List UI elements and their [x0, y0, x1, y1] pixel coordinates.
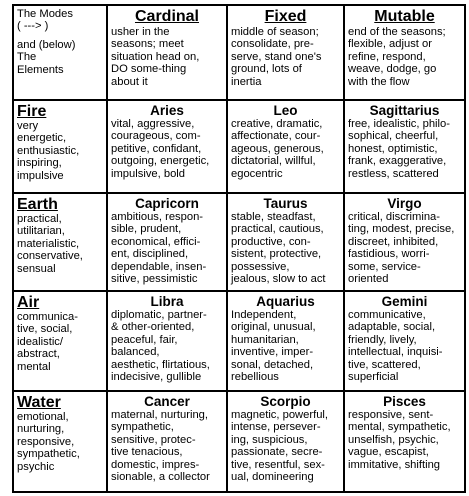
element-row-earth: [13, 193, 465, 291]
sign-description: communicative, adaptable, social, friendly, lively, intellectual, inquisi- tive, scattered, superficial: [348, 309, 443, 384]
mode-description: usher in the seasons; meet situation head on, DO some-thing about it: [111, 26, 200, 88]
mode-title: Mutable: [374, 8, 435, 25]
sign-title: Pisces: [383, 394, 426, 409]
sign-cell-taurus: [227, 193, 344, 291]
corner-cell: [13, 5, 107, 100]
sign-description: critical, discrimina- ting, modest, precise, discreet, inhibited, fastidious, worri- some, service- oriented: [348, 211, 455, 286]
mode-cell-mutable: [344, 5, 465, 100]
element-description: communica- tive, social, idealistic/ abstract, mental: [17, 311, 78, 373]
element-title: Air: [17, 294, 40, 311]
mode-cell-cardinal: [107, 5, 227, 100]
sign-description: responsive, sent- mental, sympathetic, unselfish, psychic, vague, escapist, immitative, shifting: [348, 409, 451, 471]
sign-description: ambitious, respon- sible, prudent, economical, effici- ent, disciplined, dependable, insen- sitive, pessimistic: [111, 211, 207, 286]
mode-cell-fixed: [227, 5, 344, 100]
sign-title: Aquarius: [256, 294, 315, 309]
sign-title: Capricorn: [135, 196, 199, 211]
element-description: very energetic, enthusiastic, inspiring, impulsive: [17, 120, 80, 182]
sign-title: Sagittarius: [369, 103, 440, 118]
sign-cell-aquarius: [227, 291, 344, 391]
sign-description: vital, aggressive, courageous, com- petitive, confidant, outgoing, energetic, impulsive, bold: [111, 118, 210, 180]
sign-description: creative, dramatic, affectionate, cour- ageous, generous, dictatorial, willful, egocentric: [231, 118, 324, 180]
mode-description: end of the seasons; flexible, adjust or refine, respond, weave, dodge, go with the flow: [348, 26, 446, 88]
mode-description: middle of season; consolidate, pre- serve, stand one's ground, lots of inertia: [231, 26, 322, 88]
element-row-fire: [13, 100, 465, 193]
element-description: emotional, nurturing, responsive, sympathetic, psychic: [17, 411, 80, 473]
element-cell: [13, 193, 107, 291]
sign-description: stable, steadfast, practical, cautious, productive, con- sistent, protective, possessive, jealous, slow to act: [231, 211, 326, 286]
sign-cell-leo: [227, 100, 344, 193]
element-row-air: [13, 291, 465, 391]
modes-elements-table: [12, 4, 466, 493]
sign-cell-pisces: [344, 391, 465, 492]
header-row: [13, 5, 465, 100]
element-title: Fire: [17, 103, 47, 120]
sign-cell-cancer: [107, 391, 227, 492]
sign-title: Leo: [273, 103, 298, 118]
element-cell: [13, 100, 107, 193]
element-cell: [13, 391, 107, 492]
element-description: practical, utilitarian, materialistic, conservative, sensual: [17, 213, 83, 275]
sign-cell-sagittarius: [344, 100, 465, 193]
sign-title: Taurus: [263, 196, 308, 211]
sign-cell-aries: [107, 100, 227, 193]
sign-cell-capricorn: [107, 193, 227, 291]
mode-title: Cardinal: [134, 8, 199, 25]
sign-description: Independent, original, unusual, humanitarian, inventive, imper- sonal, detached, rebellious: [231, 309, 316, 384]
modes-caption: The Modes ( ---> ): [17, 8, 73, 33]
elements-caption: and (below) The Elements: [17, 38, 76, 76]
mode-title: Fixed: [264, 8, 307, 25]
sign-cell-scorpio: [227, 391, 344, 492]
element-title: Water: [17, 394, 61, 411]
element-title: Earth: [17, 196, 58, 213]
sign-description: free, idealistic, philo- sophical, cheerful, honest, optimistic, frank, exaggerative, restless, scattered: [348, 118, 450, 180]
sign-description: maternal, nurturing, sympathetic, sensitive, protec- tive tenacious, domestic, impres- sionable, a collector: [111, 409, 210, 484]
sign-description: diplomatic, partner- & other-oriented, peaceful, fair, balanced, aesthetic, flirtatious, indecisive, gullible: [111, 309, 210, 384]
sign-cell-virgo: [344, 193, 465, 291]
element-cell: [13, 291, 107, 391]
sign-cell-libra: [107, 291, 227, 391]
sign-cell-gemini: [344, 291, 465, 391]
sign-title: Scorpio: [260, 394, 311, 409]
sign-title: Cancer: [144, 394, 190, 409]
sign-title: Libra: [150, 294, 184, 309]
sign-description: magnetic, powerful, intense, persever- ing, suspicious, passionate, secre- tive, resentful, sex- ual, domineering: [231, 409, 329, 484]
sign-title: Aries: [150, 103, 184, 118]
sign-title: Gemini: [381, 294, 428, 309]
element-row-water: [13, 391, 465, 492]
sign-title: Virgo: [387, 196, 422, 211]
